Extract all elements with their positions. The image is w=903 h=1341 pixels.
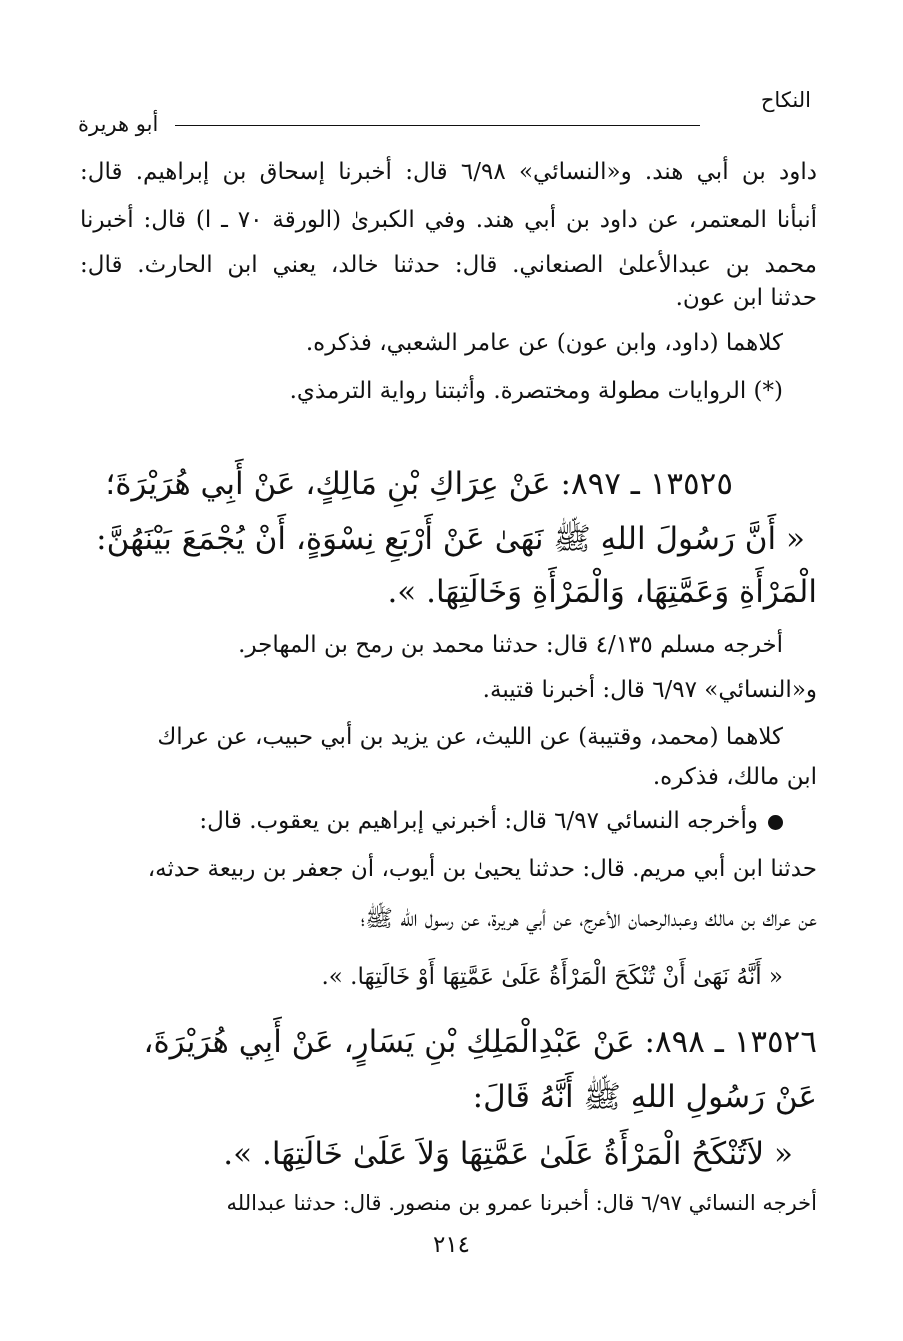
takhrij-line: كلاهما (محمد، وقتيبة) عن الليث، عن يزيد بن أبي حبيب، عن عراك bbox=[157, 724, 783, 750]
text-line: حدثنا ابن عون. bbox=[675, 285, 817, 311]
header-narrator: أبو هريرة bbox=[78, 112, 159, 136]
hadith-text: عَنْ رَسُولِ اللهِ ﷺ أَنَّهُ قَالَ: bbox=[472, 1079, 817, 1115]
text-line: كلاهما (داود، وابن عون) عن عامر الشعبي، فذكره. bbox=[305, 330, 783, 356]
page-number: ٢١٤ bbox=[432, 1232, 471, 1258]
bullet-dot-icon bbox=[768, 815, 783, 830]
takhrij-line: حدثنا ابن أبي مريم. قال: حدثنا يحيىٰ بن أيوب، أن جعفر بن ربيعة حدثه، bbox=[147, 856, 817, 882]
takhrij-text: وأخرجه النسائي ٦/٩٧ قال: أخبرني إبراهيم بن يعقوب. قال: bbox=[199, 808, 758, 834]
header-rule bbox=[175, 125, 700, 126]
hadith-quote: « أَنَّهُ نَهَىٰ أَنْ تُنْكَحَ الْمَرْأَةُ عَلَىٰ عَمَّتِهَا أَوْ خَالَتِهَا. ». bbox=[321, 964, 783, 990]
footnote-line: (*) الروايات مطولة ومختصرة. وأثبتنا رواية الترمذي. bbox=[289, 378, 783, 404]
hadith-heading: ١٣٥٢٦ ـ ٨٩٨: عَنْ عَبْدِالْمَلِكِ بْنِ يَسَارٍ، عَنْ أَبِي هُرَيْرَةَ، bbox=[143, 1024, 817, 1060]
takhrij-line bbox=[199, 806, 783, 836]
takhrij-line: أخرجه مسلم ٤/١٣٥ قال: حدثنا محمد بن رمح بن المهاجر. bbox=[238, 632, 783, 658]
hadith-text: « أَنَّ رَسُولَ اللهِ ﷺ نَهَىٰ عَنْ أَرْبَعِ نِسْوَةٍ، أَنْ يُجْمَعَ بَيْنَهُنَّ: bbox=[96, 521, 805, 557]
hadith-text: « لاَتُنْكَحُ الْمَرْأَةُ عَلَىٰ عَمَّتِهَا وَلاَ عَلَىٰ خَالَتِهَا. ». bbox=[223, 1136, 793, 1172]
takhrij-line: عن عراك بن مالك وعبدالرحمان الأعرج، عن أبي هريرة، عن رسول الله ﷺ؛ bbox=[360, 906, 817, 932]
text-line: محمد بن عبدالأعلىٰ الصنعاني. قال: حدثنا خالد، يعني ابن الحارث. قال: bbox=[80, 252, 817, 278]
takhrij-line: أخرجه النسائي ٦/٩٧ قال: أخبرنا عمرو بن منصور. قال: حدثنا عبدالله bbox=[226, 1191, 817, 1215]
text-line: داود بن أبي هند. و«النسائي» ٦/٩٨ قال: أخبرنا إسحاق بن إبراهيم. قال: bbox=[80, 159, 817, 185]
takhrij-line: و«النسائي» ٦/٩٧ قال: أخبرنا قتيبة. bbox=[482, 677, 817, 703]
takhrij-line: ابن مالك، فذكره. bbox=[652, 764, 817, 790]
text-line: أنبأنا المعتمر، عن داود بن أبي هند. وفي الكبرىٰ (الورقة ٧٠ ـ ا) قال: أخبرنا bbox=[80, 207, 817, 233]
hadith-heading: ١٣٥٢٥ ـ ٨٩٧: عَنْ عِرَاكِ بْنِ مَالِكٍ، عَنْ أَبِي هُرَيْرَةَ؛ bbox=[105, 466, 733, 502]
hadith-text: الْمَرْأَةِ وَعَمَّتِهَا، وَالْمَرْأَةِ وَخَالَتِهَا. ». bbox=[387, 574, 817, 610]
header-chapter-title: النكاح bbox=[760, 88, 811, 112]
